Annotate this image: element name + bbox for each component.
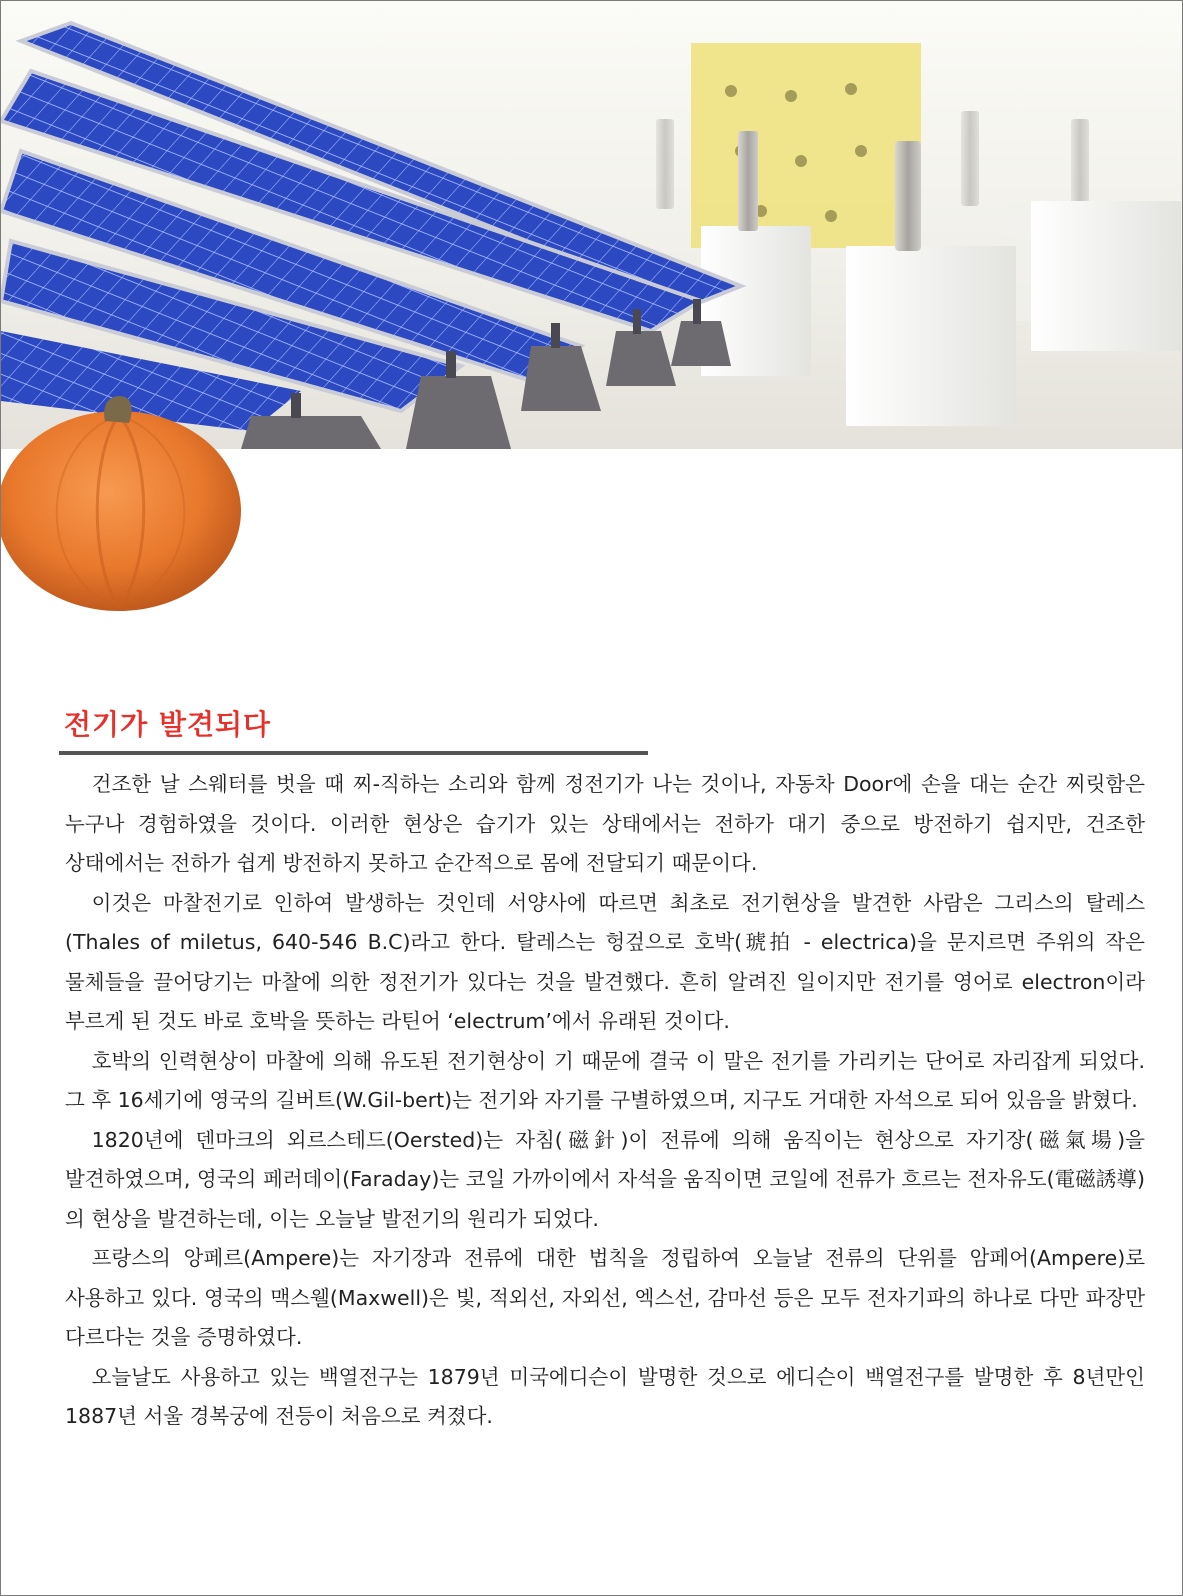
paragraph-thales: 이것은 마찰전기로 인하여 발생하는 것인데 서양사에 따르면 최초로 전기현상을 발견한 사람은 그리스의 탈레스(Thales of miletus, 640-546 B.C)라고 한다. 탈레스는 헝겊으로 호박(琥拍 - electrica)을 문지르면 주위의 작은 물체들을 끌어당기는 마찰에 의한 정전기가 있다는 것을 발견했다. 흔히 알려진 일이지만 전기를 영어로 electron이라 부르게 된 것도 바로 호박을 뜻하는 라틴어 ‘electrum’에서 유래된 것이다. [65, 890, 1145, 1033]
paragraph-ampere-maxwell: 프랑스의 앙페르(Ampere)는 자기장과 전류에 대한 법칙을 정립하여 오늘날 전류의 단위를 암페어(Ampere)로 사용하고 있다. 영국의 맥스웰(Maxwell)은 빛, 적외선, 자외선, 엑스선, 감마선 등은 모두 전자기파의 하나로 다만 파장만 다르다는 것을 증명하였다. [65, 1246, 1145, 1349]
paragraph-edison: 오늘날도 사용하고 있는 백열전구는 1879년 미국에디슨이 발명한 것으로 에디슨이 백열전구를 발명한 후 8년만인 1887년 서울 경복궁에 전등이 처음으로 켜졌다. [65, 1364, 1145, 1428]
paragraph-oersted-faraday: 1820년에 덴마크의 외르스테드(Oersted)는 자침(磁針)이 전류에 의해 움직이는 현상으로 자기장(磁氣場)을 발견하였으며, 영국의 페러데이(Faraday)는 코일 가까이에서 자석을 움직이면 코일에 전류가 흐르는 전자유도(電磁誘導)의 현상을 발견하는데, 이는 오늘날 발전기의 원리가 되었다. [65, 1127, 1145, 1231]
paragraph-static-electricity: 건조한 날 스웨터를 벗을 때 찌-직하는 소리와 함께 정전기가 나는 것이나, 자동차 Door에 손을 대는 순간 찌릿함은 누구나 경험하였을 것이다. 이러한 현상은 습기가 있는 상태에서는 전하가 대기 중으로 방전하기 쉽지만, 건조한 상태에서는 전하가 쉽게 방전하지 못하고 순간적으로 몸에 전달되기 때문이다. [65, 772, 1145, 875]
solar-panels-photo [1, 1, 1182, 449]
section-title: 전기가 발견되다 [64, 708, 272, 741]
pumpkin-illustration [1, 393, 249, 613]
article-body [65, 765, 1145, 1437]
paragraph-gilbert: 호박의 인력현상이 마찰에 의해 유도된 전기현상이 기 때문에 결국 이 말은 전기를 가리키는 단어로 자리잡게 되었다. 그 후 16세기에 영국의 길버트(W.Gil-bert)는 전기와 자기를 구별하였으며, 지구도 거대한 자석으로 되어 있음을 밝혔다. [65, 1048, 1145, 1112]
title-underline [59, 751, 648, 755]
